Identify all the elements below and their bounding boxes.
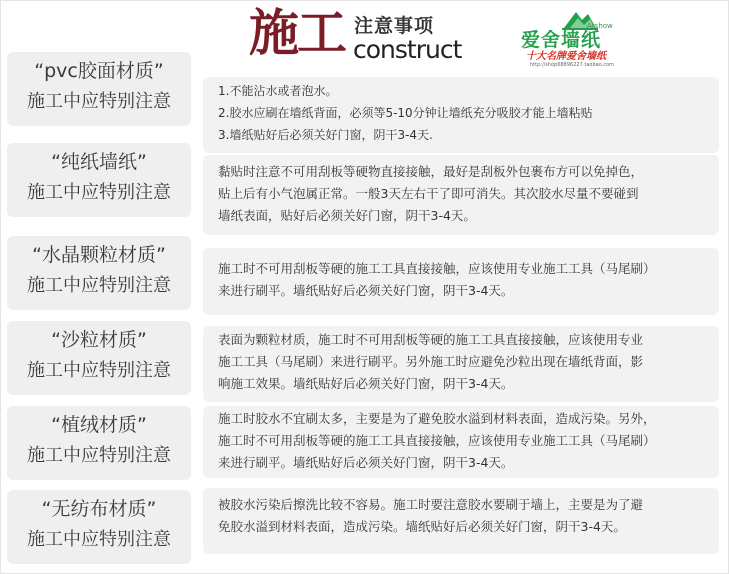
notice-line: 免胶水溢到材料表面，造成污染。墙纸贴好后必须关好门窗，阴干3-4天。 xyxy=(218,519,626,534)
notice-line: 施工工具（马尾刷）来进行刷平。另外施工时应避免沙粒出现在墙纸背面，影 xyxy=(218,354,644,369)
notice-line: 墙纸表面，贴好后必须关好门窗，阴干3-4天。 xyxy=(218,208,476,223)
notice-line: 施工时胶水不宜刷太多，主要是为了避免胶水溢到材料表面，造成污染。另外， xyxy=(218,411,656,426)
section-subtitle: 施工中应特别注意 xyxy=(27,529,171,550)
section-text xyxy=(218,329,710,395)
notice-line: 2.胶水应刷在墙纸背面，必须等5-10分钟让墙纸充分吸胶才能上墙粘贴 xyxy=(218,106,593,120)
section-label xyxy=(7,321,191,395)
section-subtitle: 施工中应特别注意 xyxy=(27,182,171,203)
section-content xyxy=(203,488,719,554)
notice-line: 施工时不可用刮板等硬的施工工具直接接触，应该使用专业施工工具（马尾刷） xyxy=(218,433,656,448)
section-text xyxy=(218,408,710,474)
notice-list xyxy=(218,80,710,146)
notice-line: 被胶水污染后擦洗比较不容易。施工时要注意胶水要刷于墙上，主要是为了避 xyxy=(218,497,644,512)
section-content xyxy=(203,248,719,315)
section-content xyxy=(203,155,719,235)
notice-line: 来进行刷平。墙纸贴好后必须关好门窗，阴干3-4天。 xyxy=(218,283,514,298)
title-main: 施工 xyxy=(249,3,345,62)
brand-name-cn: 爱舍墙纸 xyxy=(521,29,602,51)
section-text xyxy=(218,258,710,302)
section-text xyxy=(218,494,710,538)
brand-name-en: Arshow xyxy=(587,22,613,30)
section-label xyxy=(7,52,191,126)
title-subtitle-cn: 注意事项 xyxy=(354,15,435,37)
section-subtitle: 施工中应特别注意 xyxy=(27,91,171,112)
brand-logo xyxy=(520,8,640,66)
notice-line: 黏贴时注意不可用刮板等硬物直接接触，最好是刮板外包裹布方可以免掉色， xyxy=(218,164,644,179)
notice-line: 来进行刷平。墙纸贴好后必须关好门窗，阴干3-4天。 xyxy=(218,455,514,470)
notice-line: 响施工效果。墙纸贴好后必须关好门窗，阴干3-4天。 xyxy=(218,376,514,391)
section-title: “纯纸墙纸” xyxy=(51,151,147,173)
notice-line: 贴上后有小气泡属正常。一般3天左右干了即可消失。其次胶水尽量不要碰到 xyxy=(218,186,639,201)
section-subtitle: 施工中应特别注意 xyxy=(27,445,171,466)
section-text xyxy=(218,80,710,146)
section-content xyxy=(203,77,719,153)
section-label xyxy=(7,406,191,480)
brand-tagline: 十大名牌爱舍墙纸 xyxy=(526,51,606,62)
section-content xyxy=(203,326,719,402)
section-label xyxy=(7,143,191,217)
notice-line: 施工时不可用刮板等硬的施工工具直接接触，应该使用专业施工工具（马尾刷） xyxy=(218,261,656,276)
section-title: “无纺布材质” xyxy=(41,498,157,520)
section-content xyxy=(203,406,719,478)
notice-line: 3.墙纸贴好后必须关好门窗，阴干3-4天. xyxy=(218,128,433,142)
section-title: “水晶颗粒材质” xyxy=(32,244,166,266)
section-label xyxy=(7,490,191,564)
section-label xyxy=(7,236,191,310)
section-subtitle: 施工中应特别注意 xyxy=(27,360,171,381)
notice-line: 1.不能沾水或者泡水。 xyxy=(218,84,338,98)
notice-line: 表面为颗粒材质，施工时不可用刮板等硬的施工工具直接接触，应该使用专业 xyxy=(218,332,644,347)
title-subtitle-en: construct xyxy=(353,35,462,64)
section-title: “沙粒材质” xyxy=(51,329,147,351)
section-title: “pvc胶面材质” xyxy=(34,60,164,82)
section-subtitle: 施工中应特别注意 xyxy=(27,275,171,296)
section-text xyxy=(218,161,710,227)
section-title: “植绒材质” xyxy=(51,414,147,436)
shop-url: http://shop68896227.taobao.com xyxy=(530,62,614,68)
